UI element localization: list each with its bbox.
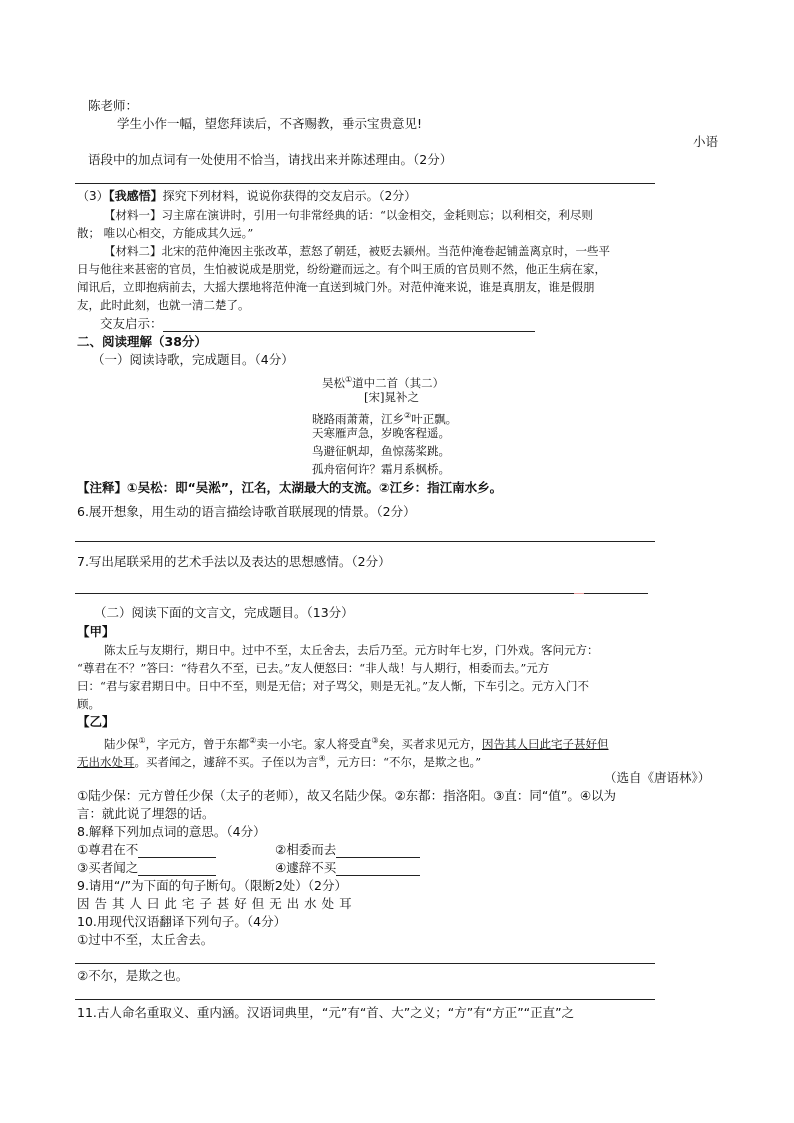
poem-line-2: 天寒雁声急，岁晚客程遥。 bbox=[312, 426, 450, 440]
answer-line bbox=[75, 999, 655, 1000]
poem-title-main: 吴松 bbox=[322, 375, 345, 390]
passage-jia-tag: 【甲】 bbox=[77, 624, 115, 639]
material-1-line-2: 散； 唯以心相交，方能成其久远。” bbox=[77, 226, 254, 240]
question-10-sentence-2: ②不尔，是欺之也。 bbox=[77, 968, 189, 983]
poem-title-note-mark: ① bbox=[345, 375, 353, 384]
passage-jia-line-3: 曰：“君与家君期日中。日中不至，则是无信；对子骂父，则是无礼。”友人惭，下车引之。元方入门不 bbox=[77, 679, 590, 693]
answer-line bbox=[75, 963, 655, 964]
question-8-item-4 bbox=[275, 859, 420, 876]
yi-underlined-sentence: 因告其人曰此宅子甚好但 bbox=[482, 736, 609, 751]
answer-line bbox=[75, 593, 648, 594]
poem-line-1-note-mark: ② bbox=[404, 411, 412, 420]
letter-salutation: 陈老师： bbox=[88, 98, 139, 113]
friendship-insight-answer[interactable] bbox=[163, 317, 535, 332]
question-9-sentence: 因 告 其 人 曰 此 宅 子 甚 好 但 无 出 水 处 耳 bbox=[77, 896, 353, 911]
poem-section-heading: （一）阅读诗歌，完成题目。（4分） bbox=[92, 352, 294, 367]
yi-underlined-sentence: 无出水处耳 bbox=[77, 754, 135, 769]
question-8: 8.解释下列加点词的意思。（4分） bbox=[77, 824, 266, 839]
question-8-item-label: ④遽辞不买 bbox=[275, 860, 337, 875]
question-8-item-label: ①尊君在不 bbox=[77, 842, 139, 857]
yi-note-mark: ① bbox=[138, 736, 146, 745]
prose-section-heading: （二）阅读下面的文言文，完成题目。（13分） bbox=[94, 605, 354, 620]
question-10-sentence-1: ①过中不至，太丘舍去。 bbox=[77, 932, 214, 947]
friendship-insight-label: 交友启示： bbox=[100, 316, 163, 331]
question-10: 10.用现代汉语翻译下列句子。（4分） bbox=[77, 914, 287, 929]
yi-text: 卖一小宅。家人将受直 bbox=[256, 736, 372, 751]
material-2-line-1: 【材料二】北宋的范仲淹因主张改革，惹怒了朝廷，被贬去颍州。当范仲淹卷起铺盖离京时，一些平 bbox=[104, 244, 610, 258]
question-3-number: （3） bbox=[77, 189, 109, 203]
yi-note-mark: ② bbox=[249, 736, 257, 745]
yi-note-mark: ③ bbox=[371, 736, 379, 745]
poem-title-rest: 道中二首（其二） bbox=[352, 375, 445, 390]
poem-note: 【注释】①吴松：即“吴淞”，江名，太湖最大的支流。②江乡：指江南水乡。 bbox=[77, 480, 503, 495]
material-2-line-3: 闻讯后，立即抱病前去，大摇大摆地将范仲淹一直送到城门外。对范仲淹来说，谁是真朋友，谁是假朋 bbox=[77, 280, 595, 294]
passage-jia-line-2: “尊君在不？”答曰：“待君久不至，已去。”友人便怒曰：“非人哉！与人期行，相委而去。”元方 bbox=[77, 661, 550, 675]
question-8-item-1 bbox=[77, 841, 216, 858]
answer-line bbox=[75, 183, 655, 184]
question-11: 11.古人命名重取义、重内涵。汉语词典里，“元”有“首、大”之义；“方”有“方正”“正直”之 bbox=[77, 1005, 575, 1020]
friendship-insight-row bbox=[100, 315, 535, 332]
question-8-item-2 bbox=[275, 841, 420, 858]
question-8-item-3 bbox=[77, 859, 216, 876]
poem-line-4: 孤舟宿何许？霜月系枫桥。 bbox=[312, 462, 450, 476]
question-7: 7.写出尾联采用的艺术手法以及表达的思想感情。（2分） bbox=[77, 554, 391, 569]
poem-line-1-a: 晓路雨萧萧，江乡 bbox=[312, 411, 404, 426]
material-1-line-1: 【材料一】习主席在演讲时，引用一句非常经典的话：“以金相交，金耗则忘；以利相交，利尽则 bbox=[104, 208, 593, 222]
question-8-item-label: ②相委而去 bbox=[275, 842, 337, 857]
yi-text: ，字元方，曾于东都 bbox=[145, 736, 250, 751]
passage-jia-line-1: 陈太丘与友期行，期日中。过中不至，太丘舍去，去后乃至。元方时年七岁，门外戏。客问元方： bbox=[104, 643, 599, 657]
passage-yi-note-line-2: 言：就此说了埋怨的话。 bbox=[77, 806, 215, 821]
passage-yi-note-line-1: ①陆少保：元方曾任少保（太子的老师），故又名陆少保。②东都：指洛阳。③直：同“值”。④以为 bbox=[77, 788, 617, 803]
red-mark bbox=[574, 593, 584, 594]
question-3-text: 探究下列材料，说说你获得的交友启示。（2分） bbox=[162, 189, 417, 203]
answer-line bbox=[75, 541, 655, 542]
question-2: 语段中的加点词有一处使用不恰当，请找出来并陈述理由。（2分） bbox=[88, 152, 453, 167]
passage-yi-source: （选自《唐语林》） bbox=[604, 770, 711, 785]
question-3-heading bbox=[77, 188, 416, 205]
letter-signature: 小语 bbox=[693, 134, 719, 149]
question-8-answer-field[interactable] bbox=[336, 843, 420, 858]
passage-jia-line-4: 顾。 bbox=[77, 697, 100, 711]
passage-yi-tag: 【乙】 bbox=[77, 714, 115, 729]
yi-note-mark: ④ bbox=[318, 754, 326, 763]
yi-text: 。买者闻之，遽辞不买。子侄以为言 bbox=[134, 754, 319, 769]
poem-line-3: 鸟避征帆却，鱼惊荡桨跳。 bbox=[312, 444, 450, 458]
question-8-item-label: ③买者闻之 bbox=[77, 860, 139, 875]
yi-text: ，元方曰：“不尔，是欺之也。” bbox=[325, 754, 482, 769]
section-2-heading: 二、阅读理解（38分） bbox=[77, 334, 207, 349]
passage-yi-line-2 bbox=[77, 750, 481, 771]
letter-body: 学生小作一幅，望您拜读后，不吝赐教，垂示宝贵意见! bbox=[117, 116, 423, 131]
poem-line-1-b: 叶正飘。 bbox=[411, 411, 458, 426]
material-2-line-4: 友，此时此刻，也就一清二楚了。 bbox=[77, 298, 250, 312]
question-3-tag: 【我感悟】 bbox=[108, 189, 163, 203]
question-8-answer-field[interactable] bbox=[138, 861, 216, 876]
question-8-answer-field[interactable] bbox=[336, 861, 420, 876]
yi-text: 矣，买者求见元方， bbox=[378, 736, 483, 751]
poem-author: [宋]晁补之 bbox=[364, 390, 419, 404]
question-9: 9.请用“/”为下面的句子断句。（限断2处）（2分） bbox=[77, 878, 347, 893]
yi-text: 陆少保 bbox=[104, 736, 139, 751]
question-6: 6.展开想象，用生动的语言描绘诗歌首联展现的情景。（2分） bbox=[77, 504, 416, 519]
material-2-line-2: 日与他往来甚密的官员，生怕被说成是朋党，纷纷避而远之。有个叫王质的官员则不然，他正生病在家， bbox=[77, 262, 606, 276]
question-8-answer-field[interactable] bbox=[138, 843, 216, 858]
